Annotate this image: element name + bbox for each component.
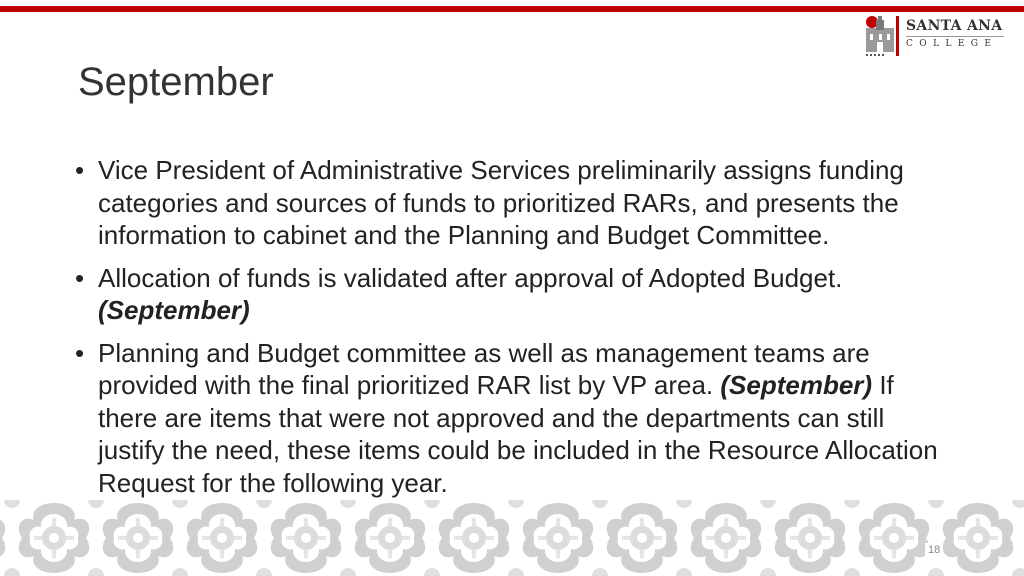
bullet-emphasis: (September) bbox=[98, 295, 250, 325]
college-logo bbox=[862, 14, 1012, 60]
bullet-emphasis: (September) bbox=[720, 370, 873, 400]
bullet-text: If there are items that were not approved and the departments can still justify the need, these items could be included in the Resource Allocation Request for the following year. bbox=[98, 370, 938, 498]
bullet-item bbox=[74, 154, 954, 252]
bullet-list bbox=[74, 154, 954, 509]
bullet-text: Allocation of funds is validated after approval of Adopted Budget. bbox=[98, 262, 843, 293]
college-building-icon bbox=[862, 14, 902, 58]
logo-subtitle: COLLEGE bbox=[906, 39, 998, 49]
page-number: 18 bbox=[925, 543, 943, 557]
bullet-item bbox=[74, 337, 954, 500]
bullet-text: Planning and Budget committee as well as management teams are provided with the final prioritized RAR list by VP area. bbox=[98, 337, 870, 400]
decorative-tile-band bbox=[0, 500, 1024, 576]
logo-divider bbox=[906, 36, 1004, 37]
header-accent-bar bbox=[0, 6, 1024, 12]
slide-title: September bbox=[78, 60, 274, 104]
logo-name: SANTA ANA bbox=[906, 18, 1003, 34]
bullet-item bbox=[74, 262, 954, 327]
bullet-text: Vice President of Administrative Services preliminarily assigns funding categories and sources of funds to prioritized RARs, and presents the information to cabinet and the Planning and Budget Committee. bbox=[98, 155, 904, 250]
